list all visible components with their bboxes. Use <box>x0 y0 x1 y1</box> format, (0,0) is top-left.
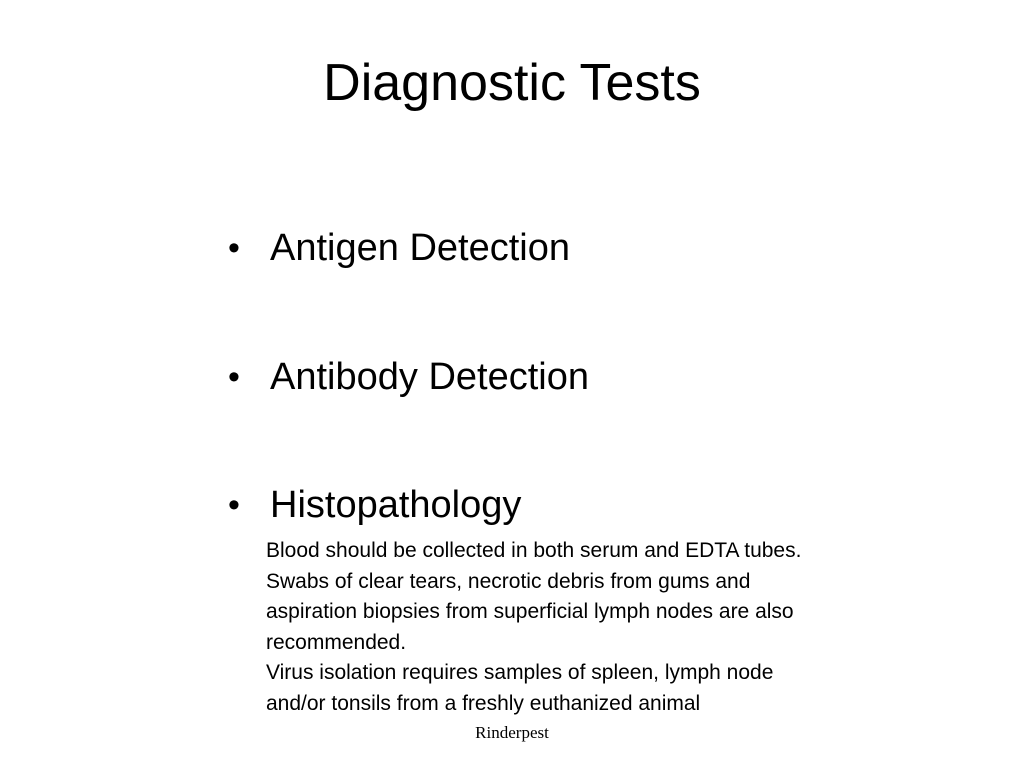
bullet-label: Antigen Detection <box>270 227 570 269</box>
bullet-marker-icon: • <box>228 358 240 396</box>
note-line: Blood should be collected in both serum and EDTA tubes. <box>266 539 802 562</box>
note-line: aspiration biopsies from superficial lymph nodes are also <box>266 600 794 623</box>
bullet-label: Histopathology <box>270 484 522 526</box>
note-line: recommended. <box>266 630 407 654</box>
note-line: and/or tonsils from a freshly euthanized animal <box>266 691 701 715</box>
bullet-item-antibody-detection <box>228 351 589 403</box>
slide-title: Diagnostic Tests <box>323 54 701 112</box>
bullet-label: Antibody Detection <box>270 356 589 398</box>
bullet-marker-icon: • <box>228 229 240 267</box>
slide-footer: Rinderpest <box>475 723 549 742</box>
bullet-item-histopathology <box>228 479 521 531</box>
sampling-notes <box>266 536 886 719</box>
note-line: Swabs of clear tears, necrotic debris from gums and <box>266 569 751 593</box>
bullet-marker-icon: • <box>228 486 240 524</box>
bullet-item-antigen-detection <box>228 222 570 274</box>
note-line: Virus isolation requires samples of spleen, lymph node <box>266 661 774 684</box>
